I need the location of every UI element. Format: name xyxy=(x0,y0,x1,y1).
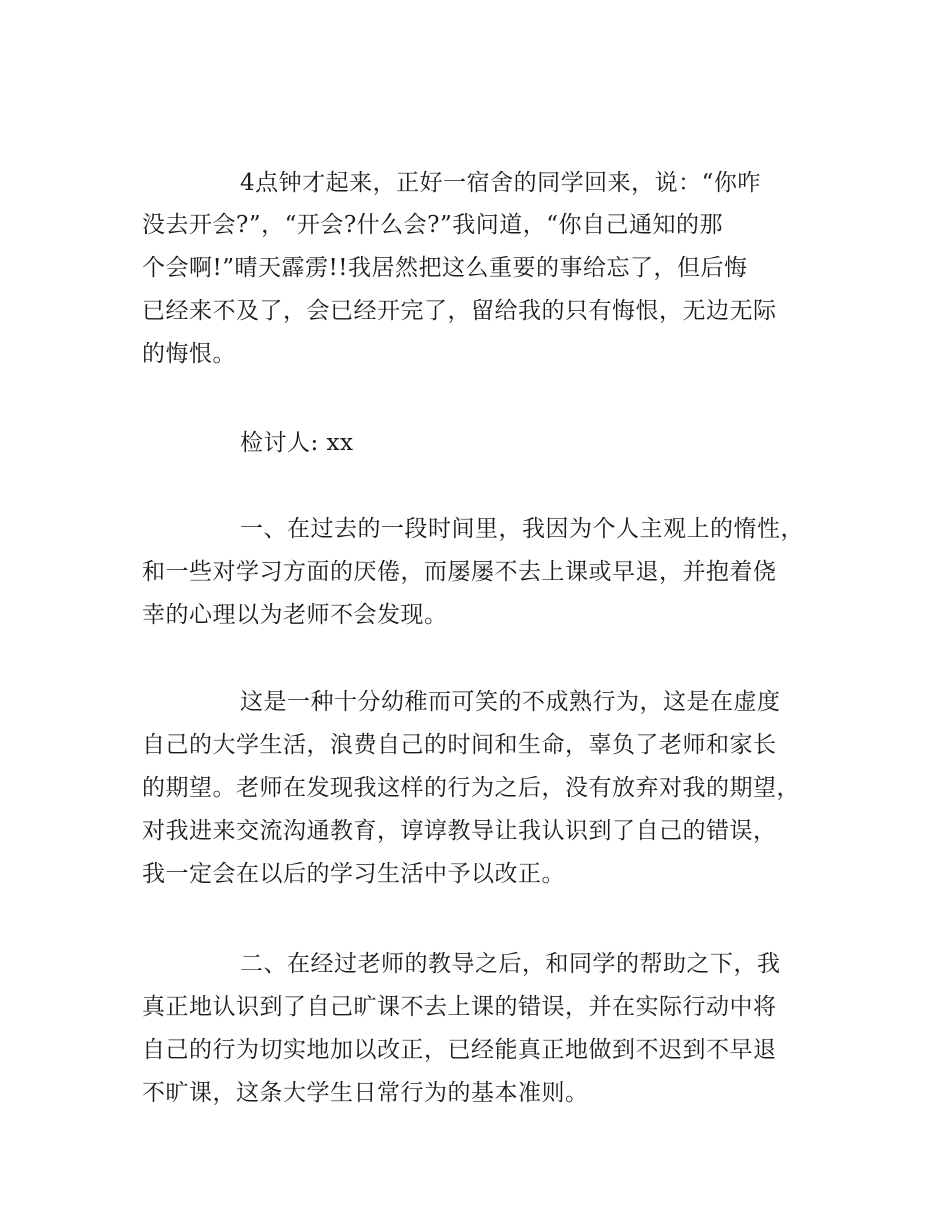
paragraph-line: 二、在经过老师的教导之后，和同学的帮助之下，我 xyxy=(240,951,781,977)
paragraph-line: 没去开会?”，“开会?什么会?”我问道，“你自己通知的那 xyxy=(142,212,724,238)
paragraph-line: 4点钟才起来，正好一宿舍的同学回来，说：“你咋 xyxy=(240,170,761,196)
paragraph-line: 已经来不及了，会已经开完了，留给我的只有悔恨，无边无际 xyxy=(142,298,777,324)
paragraph-line: 真正地认识到了自己旷课不去上课的错误，并在实际行动中将 xyxy=(142,994,777,1020)
paragraph-line: 自己的行为切实地加以改正，已经能真正地做到不迟到不早退 xyxy=(142,1037,777,1063)
paragraph-line: 不旷课，这条大学生日常行为的基本准则。 xyxy=(142,1080,589,1106)
paragraph-line: 对我进来交流沟通教育，谆谆教导让我认识到了自己的错误， xyxy=(142,818,777,844)
paragraph-line: 幸的心理以为老师不会发现。 xyxy=(142,602,448,628)
paragraph-line: 的悔恨。 xyxy=(142,341,236,367)
paragraph-line: 一、在过去的一段时间里，我因为个人主观上的惰性， xyxy=(240,516,804,542)
signature-line: 检讨人: xx xyxy=(240,430,354,456)
paragraph-line: 个会啊!”晴天霹雳!!我居然把这么重要的事给忘了，但后悔 xyxy=(142,255,748,281)
paragraph-line: 自己的大学生活，浪费自己的时间和生命，辜负了老师和家长 xyxy=(142,732,777,758)
paragraph-line: 我一定会在以后的学习生活中予以改正。 xyxy=(142,861,565,887)
paragraph-line: 这是一种十分幼稚而可笑的不成熟行为，这是在虚度 xyxy=(240,689,781,715)
paragraph-line: 的期望。老师在发现我这样的行为之后，没有放弃对我的期望， xyxy=(142,775,800,801)
paragraph-line: 和一些对学习方面的厌倦，而屡屡不去上课或早退，并抱着侥 xyxy=(142,559,777,585)
